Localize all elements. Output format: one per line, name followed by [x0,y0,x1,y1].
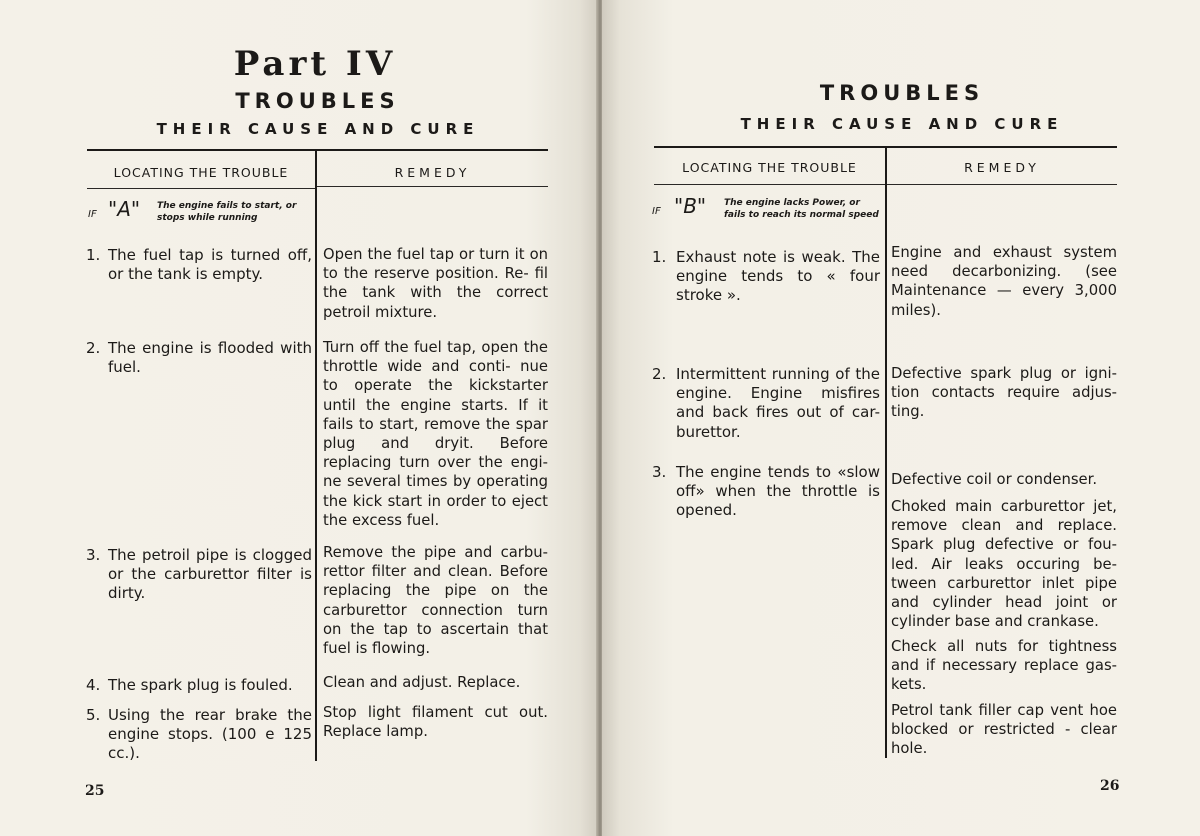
trouble-item-5 [86,706,312,766]
trouble-text: The fuel tap is turned off, or the tank is empty. [108,246,312,284]
cause-cure-subheading: THEIR CAUSE AND CURE [156,120,480,138]
column-divider [885,148,887,758]
trouble-item-3 [86,546,312,606]
case-desc-line1: The engine fails to start, or [157,201,297,211]
trouble-text: Using the rear brake the engine stops. (100 e 125 cc.). [108,706,312,763]
trouble-item-4 [86,676,312,696]
item-number: 1. [86,246,101,264]
item-number: 2. [652,365,667,383]
column-divider [315,151,317,761]
cause-cure-subheading: THEIR CAUSE AND CURE [740,115,1064,133]
header-underline-right [887,184,1117,185]
trouble-text: The engine is flooded with fuel. [108,339,312,377]
case-desc-line1: The engine lacks Power, or [724,198,860,208]
item-number: 4. [86,676,101,694]
trouble-item-1 [652,248,880,308]
remedy-item-1: Open the fuel tap or turn it on to the reserve position. Re- fil the tank with the correct petroil mixture. [323,246,548,321]
remedy-item-3c: Check all nuts for tightness and if necessary replace gas- kets. [891,638,1117,694]
trouble-text: Exhaust note is weak. The engine tends to « four stroke ». [676,248,880,305]
case-desc-line2: stops while running [157,213,258,223]
table-top-rule [87,149,548,151]
item-number: 1. [652,248,667,266]
header-underline-left [654,184,885,185]
item-number: 5. [86,706,101,724]
item-number: 3. [86,546,101,564]
column-header-locating: LOCATING THE TROUBLE [113,165,289,180]
trouble-item-2 [86,339,312,379]
case-letter: "B" [674,194,707,218]
trouble-text: The engine tends to «slow off» when the throttle is opened. [676,463,880,520]
remedy-item-3d: Petrol tank filler cap vent hoe blocked or restricted - clear hole. [891,702,1117,758]
remedy-item-3b: Choked main carburettor jet, remove clean and replace. Spark plug defective or fou- led. Air leaks occuring be- tween carburettor inlet pipe and cylinder head joint or cylinder base and crankase. [891,498,1117,631]
trouble-text: The petroil pipe is clogged or the carburettor filter is dirty. [108,546,312,603]
remedy-item-1: Engine and exhaust system need decarbonizing. (see Maintenance — every 3,000 miles). [891,244,1117,319]
remedy-item-3: Remove the pipe and carbu- rettor filter and clean. Before replacing the pipe on the carburettor connection turn on the tap to ascertain that fuel is flowing. [323,544,548,658]
page-number: 26 [1100,778,1120,794]
remedy-item-3a: Defective coil or condenser. [891,471,1098,488]
remedy-item-2: Turn off the fuel tap, open the throttle wide and conti- nue to operate the kickstarter until the engine starts. If it fails to start, remove the spar plug and dryit. Before replacing turn over the engi- ne several times by operating the kick start in order to eject the excess fuel. [323,339,548,529]
troubles-heading: TROUBLES [235,89,400,113]
troubles-heading: TROUBLES [819,81,985,105]
remedy-item-2: Defective spark plug or igni- tion contacts require adjus- ting. [891,365,1117,421]
if-label: IF [88,209,97,220]
trouble-item-1 [86,246,312,286]
part-title: Part IV [233,44,397,84]
remedy-item-5: Stop light filament cut out. Replace lamp. [323,704,548,741]
header-underline-right [317,186,548,187]
page-number: 25 [85,783,105,799]
case-desc-line2: fails to reach its normal speed [724,210,879,220]
remedy-item-4: Clean and adjust. Replace. [323,674,521,691]
left-page [0,0,598,836]
trouble-text: Intermittent running of the engine. Engine misfires and back fires out of car- burettor. [676,365,880,441]
case-letter: "A" [108,197,141,221]
right-page [602,0,1200,836]
trouble-text: The spark plug is fouled. [108,676,293,694]
if-label: IF [652,206,661,217]
trouble-item-3 [652,463,880,523]
trouble-item-2 [652,365,880,445]
item-number: 3. [652,463,667,481]
column-header-remedy: REMEDY [964,160,1040,175]
item-number: 2. [86,339,101,357]
column-header-locating: LOCATING THE TROUBLE [682,160,857,175]
column-header-remedy: REMEDY [394,165,471,180]
header-underline-left [87,188,315,189]
